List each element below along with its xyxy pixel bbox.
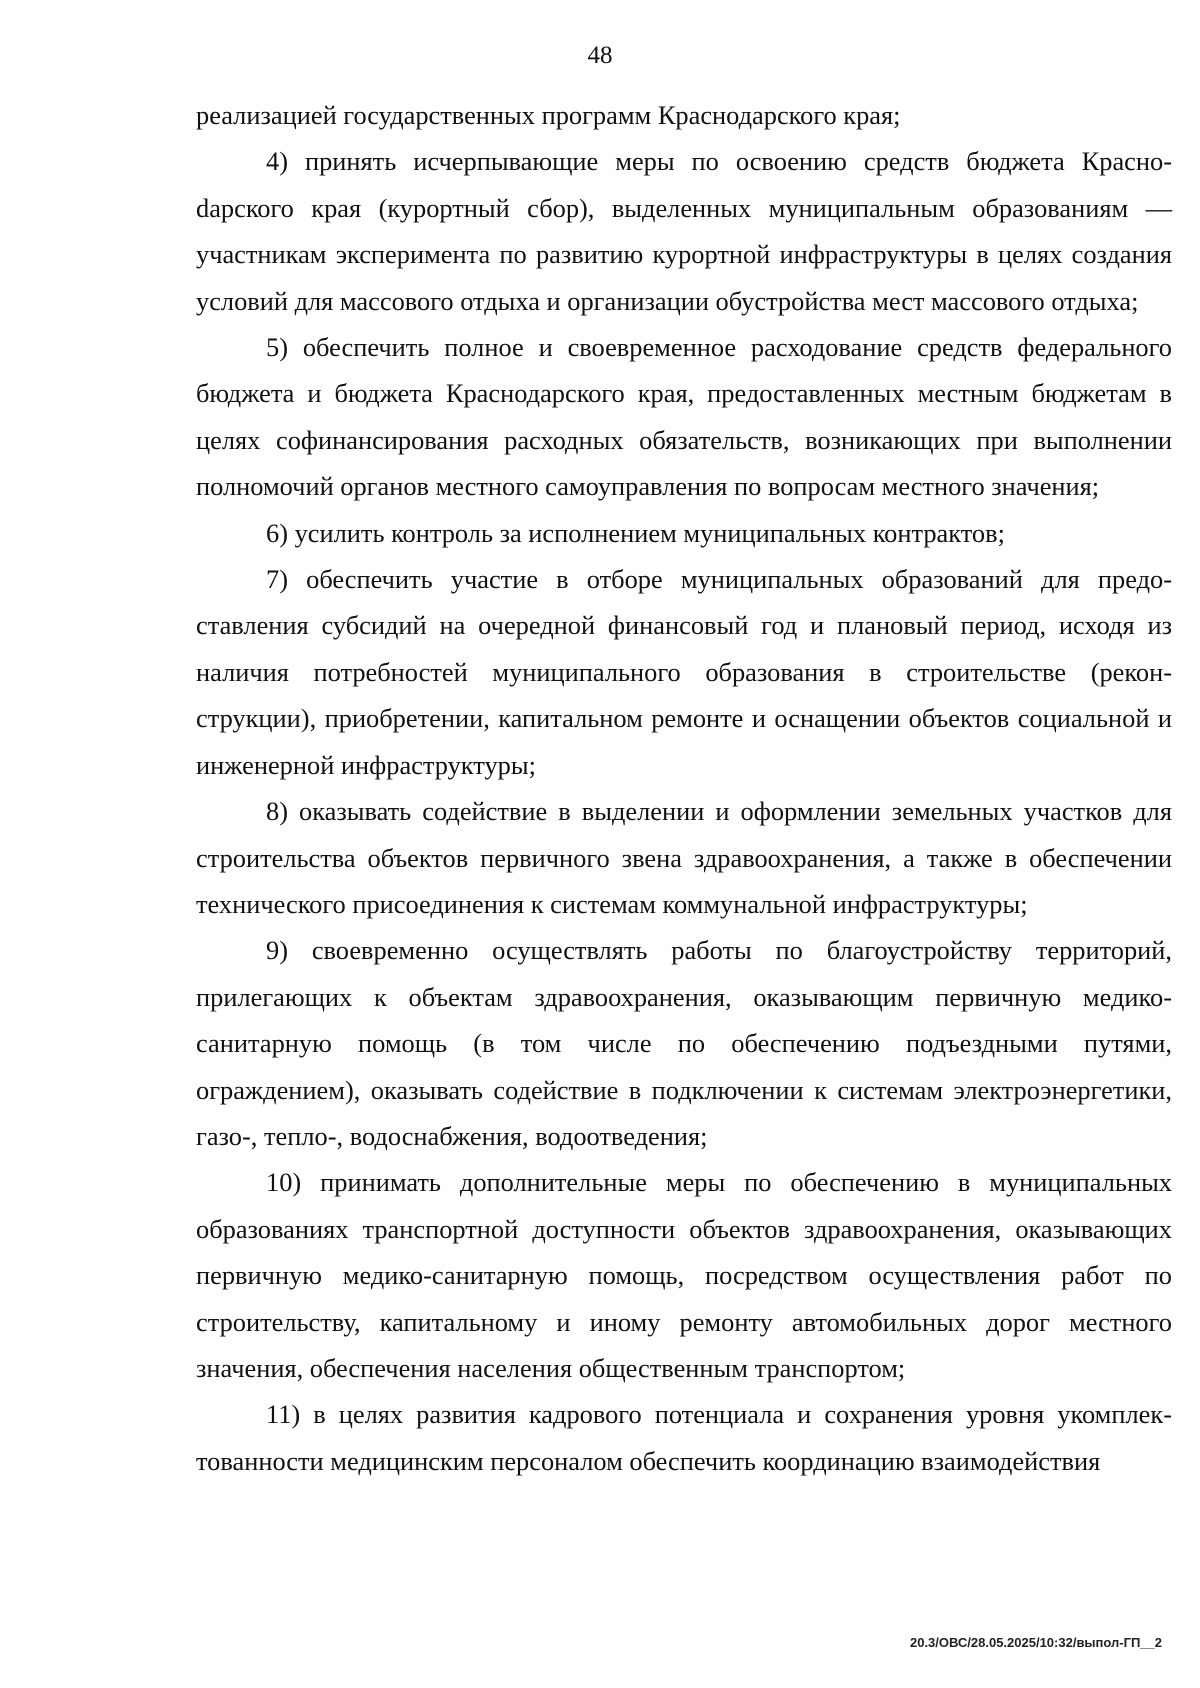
paragraph-item-9: 9) своевременно осуществлять работы по благоустройству территорий, прилегающих к объектам здравоохранения, оказывающим первичную медико-санитарную помощь (в том числе по обеспечению подъездными путями, ограждением), оказывать содействие в подключении к системам электроэнергетики, газо-, тепло-, водоснабжения, водоотведения; [196,935,1172,1151]
document-body [196,92,1172,1484]
paragraph-item-6: 6) усилить контроль за исполнением муниципальных контрактов; [266,517,1005,548]
footer-stamp: 20.3/ОВС/28.05.2025/10:32/выпол-ГП__2 [909,1635,1162,1650]
paragraph-continuation: реализацией государственных программ Краснодарского края; [196,100,901,130]
page-number: 48 [587,42,613,69]
paragraph-item-11: 11) в целях развития кадрового потенциала и сохранения уровня укомплектованности медицинским персоналом обеспечить координацию взаимодействия [196,1399,1172,1476]
paragraph-item-5: 5) обеспечить полное и своевременное расходование средств федерального бюджета и бюджета Краснодарского края, предоставленных местным бюджетам в целях софинансирования расходных обязательств, возникающих при выполнении полномочий органов местного самоуправления по вопросам местного значения; [196,332,1172,502]
paragraph-item-8: 8) оказывать содействие в выделении и оформлении земельных участков для строительства объектов первичного звена здравоохранения, а также в обеспечении технического присоединения к системам коммунальной инфраструктуры; [196,796,1172,919]
paragraph-item-10: 10) принимать дополнительные меры по обеспечению в муниципальных образованиях транспортной доступности объектов здравоохранения, оказывающих первичную медико-санитарную помощь, посредством осуществления работ по строительству, капитальному и иному ремонту автомобильных дорог местного значения, обеспечения населения общественным транспортом; [196,1167,1172,1383]
paragraph-item-7: 7) обеспечить участие в отборе муниципальных образований для предоставления субсидий на очередной финансовый год и плановый период, исходя из наличия потребностей муниципального образования в строительстве (реконструкции), приобретении, капитальном ремонте и оснащении объектов социальной и инженерной инфраструктуры; [196,564,1172,780]
paragraph-item-4: 4) принять исчерпывающие меры по освоению средств бюджета Красноdарского края (курортный сбор), выделенных муниципальным образованиям — участникам эксперимента по развитию курортной инфраструктуры в целях создания условий для массового отдыха и организации обустройства мест массового отдыха; [196,146,1172,316]
